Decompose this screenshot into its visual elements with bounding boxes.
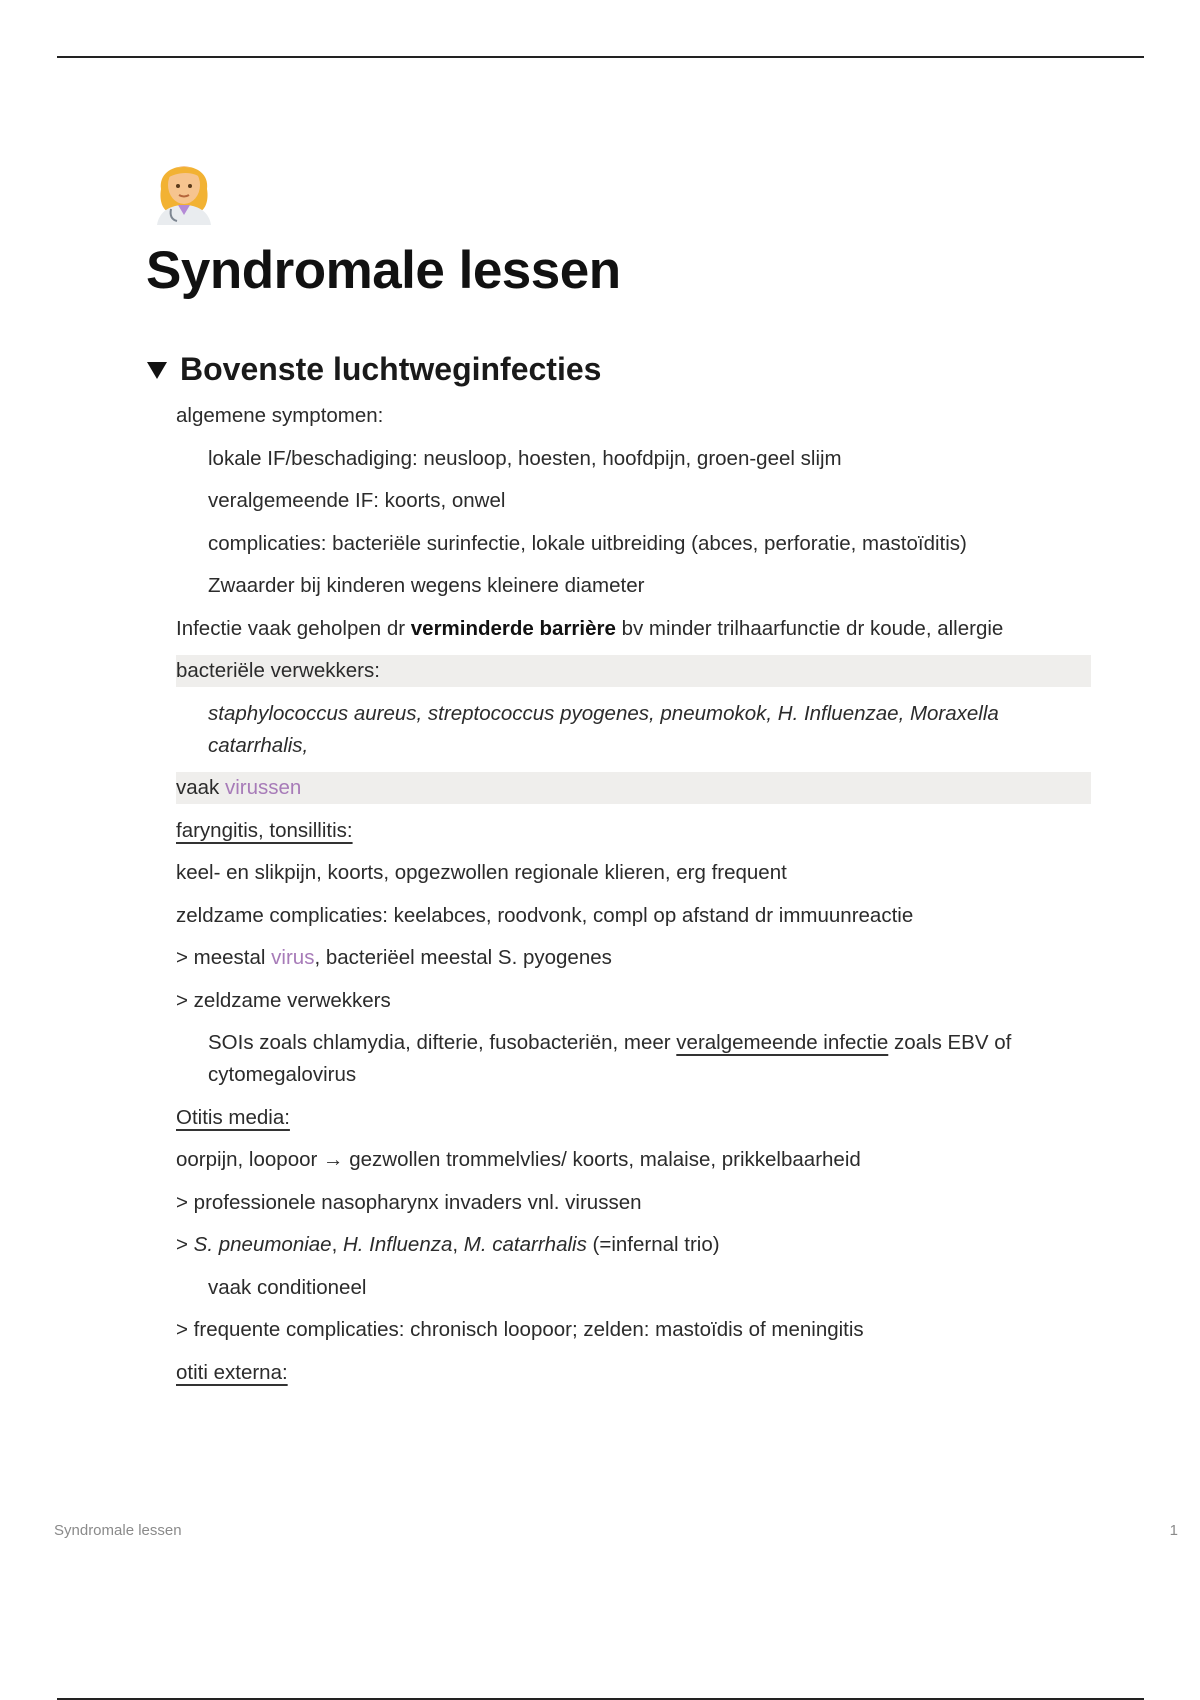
health-worker-icon [151,149,217,225]
text-line: lokale IF/beschadiging: neusloop, hoesten, hoofdpijn, groen-geel slijm [208,446,842,470]
text-line [176,1229,1091,1261]
text-line: > frequente complicaties: chronisch loopoor; zelden: mastoïdis of meningitis [176,1318,864,1341]
italic-text: H. Influenza [342,1233,453,1256]
text-line [176,698,1091,762]
section-toggle[interactable] [146,351,601,388]
text-line: vaak conditioneel [208,1275,367,1299]
top-rule [57,56,1144,58]
text-run: , [331,1233,343,1256]
text-line: keel- en slikpijn, koorts, opgezwollen regionale klieren, erg frequent [176,861,787,884]
text-run: SOIs zoals chlamydia, difterie, fusobacteriën, meer [208,1031,677,1054]
text-line: complicaties: bacteriële surinfectie, lokale uitbreiding (abces, perforatie, mastoïditis) [208,531,967,555]
subheading: Otitis media: [176,1105,290,1129]
italic-text: S. pneumoniae [193,1233,332,1256]
subheading: faryngitis, tonsillitis: [176,818,353,842]
text-run: vaak [176,776,225,799]
colored-text: virus [271,946,315,969]
highlighted-line: bacteriële verwekkers: [176,655,1091,687]
text-run: , bacteriëel meestal S. pyogenes [314,946,612,969]
text-line: > professionele nasopharynx invaders vnl. virussen [176,1190,642,1214]
underlined-text: veralgemeende infectie [676,1031,889,1054]
text-run: > [176,1233,194,1256]
text-line: algemene symptomen: [176,404,384,427]
text-line [176,1357,1091,1389]
colored-text: virussen [225,776,302,799]
text-line: Zwaarder bij kinderen wegens kleinere diameter [208,574,645,597]
subheading: otiti externa: [176,1360,288,1384]
text-line [176,942,1091,974]
text-run: bv minder trilhaarfunctie dr koude, allergie [615,616,1004,640]
text-line [176,613,1091,645]
page-title: Syndromale lessen [146,241,621,300]
italic-text: staphylococcus aureus, streptococcus pyogenes, pneumokok, H. Influenzae, Moraxella catarrhalis, [208,701,999,757]
text-run: (=infernal trio) [586,1233,720,1256]
bold-text: verminderde barrière [410,616,616,640]
text-run: Infectie vaak geholpen dr [176,616,411,640]
text-line [176,1102,1091,1134]
text-line: > zeldzame verwekkers [176,988,391,1012]
section-heading: Bovenste luchtweginfecties [180,351,602,387]
text-line [176,815,1091,847]
text-line: zeldzame complicaties: keelabces, roodvonk, compl op afstand dr immuunreactie [176,903,914,927]
footer-title: Syndromale lessen [54,1522,182,1539]
text-line: oorpijn, loopoor → gezwollen trommelvlies/ koorts, malaise, prikkelbaarheid [176,1148,861,1171]
text-run: > meestal [176,946,272,969]
text-line [176,1027,1091,1091]
page-number: 1 [1169,1522,1178,1539]
triangle-down-icon[interactable] [146,359,168,381]
text-line: veralgemeende IF: koorts, onwel [208,489,506,512]
section-content [176,400,1091,1399]
text-run: , [452,1233,464,1256]
text-run: zoals EBV of cytomegalovirus [208,1031,1012,1086]
highlighted-line [176,772,1091,804]
italic-text: M. catarrhalis [463,1233,587,1256]
